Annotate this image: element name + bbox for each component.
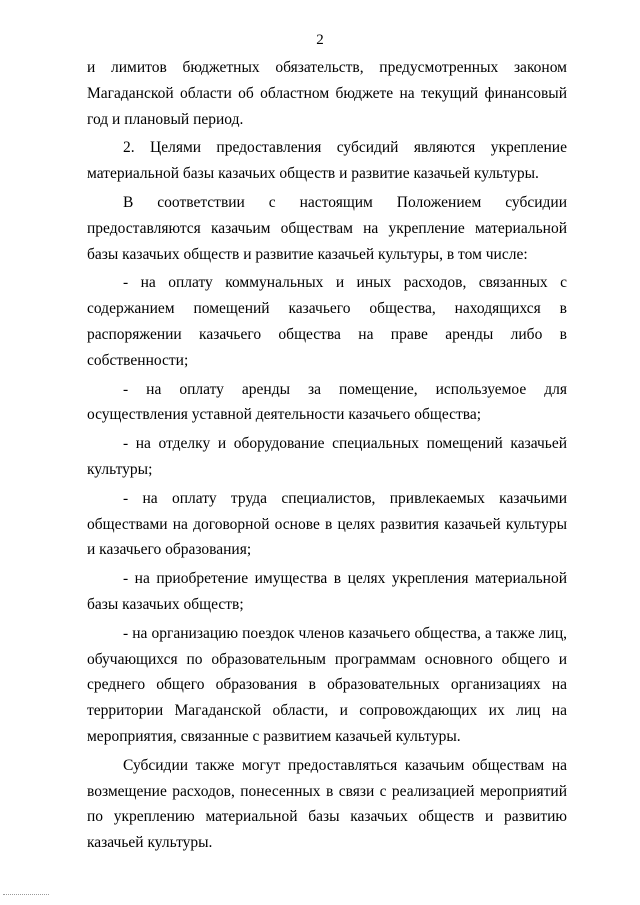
page-number: 2 <box>316 32 324 48</box>
paragraph-reimbursement: Субсидии также могут предоставляться казачьим обществам на возмещение расходов, понесенных в связи с реализацией мероприятий по укреплению материальной базы казачьих обществ и развитию казачьей культуры. <box>87 756 567 852</box>
list-item-utilities: - на оплату коммунальных и иных расходов, связанных с содержанием помещений казачьего общества, находящихся в распоряжении казачьего общества на праве аренды либо в собственности; <box>87 274 567 369</box>
paragraph-3: В соответствии с настоящим Положением субсидии предоставляются казачьим обществам на укрепление материальной базы казачьих обществ и развитие казачьей культуры, в том числе: <box>87 193 567 263</box>
list-item-specialists: - на оплату труда специалистов, привлекаемых казачьими обществами на договорной основе в целях развития казачьей культуры и казачьего образования; <box>87 489 567 559</box>
list-item-rent: - на оплату аренды за помещение, используемое для осуществления уставной деятельности казачьего общества; <box>87 380 567 424</box>
paragraph-2: 2. Целями предоставления субсидий являются укрепление материальной базы казачьих обществ и развитие казачьей культуры. <box>87 139 567 183</box>
list-item-trips: - на организацию поездок членов казачьего общества, а также лиц, обучающихся по образовательным программам основного общего и среднего общего образования в образовательных организациях на территории Магаданской области, и сопровождающих их лиц на мероприятия, связанные с развитием казачьей культуры. <box>87 624 567 745</box>
document-body <box>87 55 567 856</box>
list-item-property: - на приобретение имущества в целях укрепления материальной базы казачьих обществ; <box>87 570 567 613</box>
list-item-decoration: - на отделку и оборудование специальных помещений казачьей культуры; <box>87 435 567 478</box>
paragraph-1: и лимитов бюджетных обязательств, предусмотренных законом Магаданской области об областном бюджете на текущий финансовый год и плановый период. <box>87 59 567 128</box>
footer-dotted-line <box>3 894 49 895</box>
